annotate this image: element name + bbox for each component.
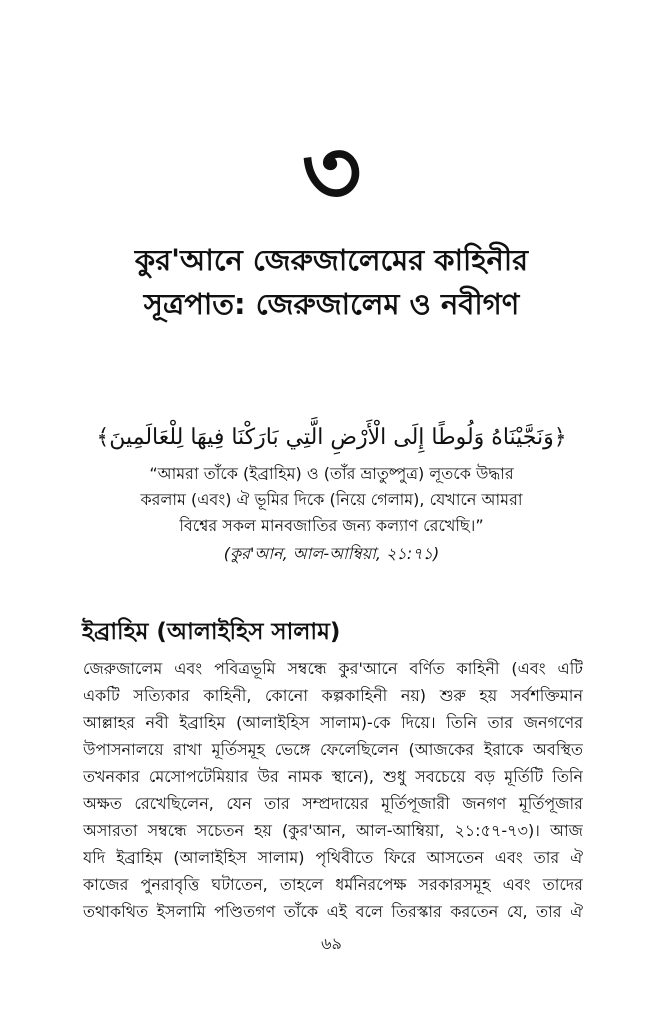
paragraph-line: উপাসনালয়ে রাখা মূর্তিসমূহ ভেঙ্গে ফেলেছিলেন (আজকের ইরাকে অবস্থিত <box>83 740 583 759</box>
translation-line: বিশ্বের সকল মানবজাতির জন্য কল্যাণ রেখেছি।” <box>179 516 484 535</box>
verse-translation <box>70 461 593 539</box>
chapter-title <box>40 238 623 326</box>
section-heading: ইব্রাহিম (আলাইহিস সালাম) <box>82 619 341 645</box>
verse-citation: (কুর'আন, আল-আম্বিয়া, ২১:৭১) <box>223 544 440 563</box>
paragraph-line: কাজের পুনরাবৃত্তি ঘটাতেন, তাহলে ধর্মনিরপেক্ষ সরকারসমূহ এবং তাদের <box>83 875 583 894</box>
paragraph-line: যদি ইব্রাহিম (আলাইহিস সালাম) পৃথিবীতে ফিরে আসতেন এবং তার ঐ <box>83 848 583 867</box>
paragraph-line: আল্লাহর নবী ইব্রাহিম (আলাইহিস সালাম)-কে দিয়ে। তিনি তার জনগণের <box>83 713 583 732</box>
paragraph-line: একটি সত্যিকার কাহিনী, কোনো কল্পকাহিনী নয়) শুরু হয় সর্বশক্তিমান <box>83 686 583 705</box>
body-paragraph <box>83 655 583 925</box>
paragraph-line: তখনকার মেসোপটেমিয়ার উর নামক স্থানে), শুধু সবচেয়ে বড় মূর্তিটি তিনি <box>83 767 583 786</box>
quran-verse-arabic: ﴿وَنَجَّيْنَاهُ وَلُوطًا إِلَى الْأَرْضِ الَّتِي بَارَكْنَا فِيهَا لِلْعَالَمِينَ﴾ <box>96 425 567 450</box>
chapter-title-line-1: কুর'আনে জেরুজালেমের কাহিনীর <box>134 243 529 277</box>
chapter-title-line-2: সূত্রপাত: জেরুজালেম ও নবীগণ <box>143 287 520 321</box>
paragraph-line: তথাকথিত ইসলামি পণ্ডিতগণ তাঁকে এই বলে তিরস্কার করতেন যে, তার ঐ <box>83 902 583 921</box>
chapter-number: ৩ <box>301 119 362 226</box>
paragraph-line: অসারতা সম্বন্ধে সচেতন হয় (কুর'আন, আল-আম্বিয়া, ২১:৫৭-৭৩)। আজ <box>83 821 583 840</box>
paragraph-line: জেরুজালেম এবং পবিত্রভূমি সম্বন্ধে কুর'আনে বর্ণিত কাহিনী (এবং এটি <box>83 659 583 678</box>
translation-line: “আমরা তাঁকে (ইব্রাহিম) ও (তাঁর ভ্রাতুষ্পুত্র) লূতকে উদ্ধার <box>149 464 514 483</box>
translation-line: করলাম (এবং) ঐ ভূমির দিকে (নিয়ে গেলাম), যেখানে আমরা <box>140 490 523 509</box>
page-number: ৬৯ <box>321 934 342 953</box>
paragraph-line: অক্ষত রেখেছিলেন, যেন তার সম্প্রদায়ের মূর্তিপূজারী জনগণ মূর্তিপূজার <box>83 794 583 813</box>
